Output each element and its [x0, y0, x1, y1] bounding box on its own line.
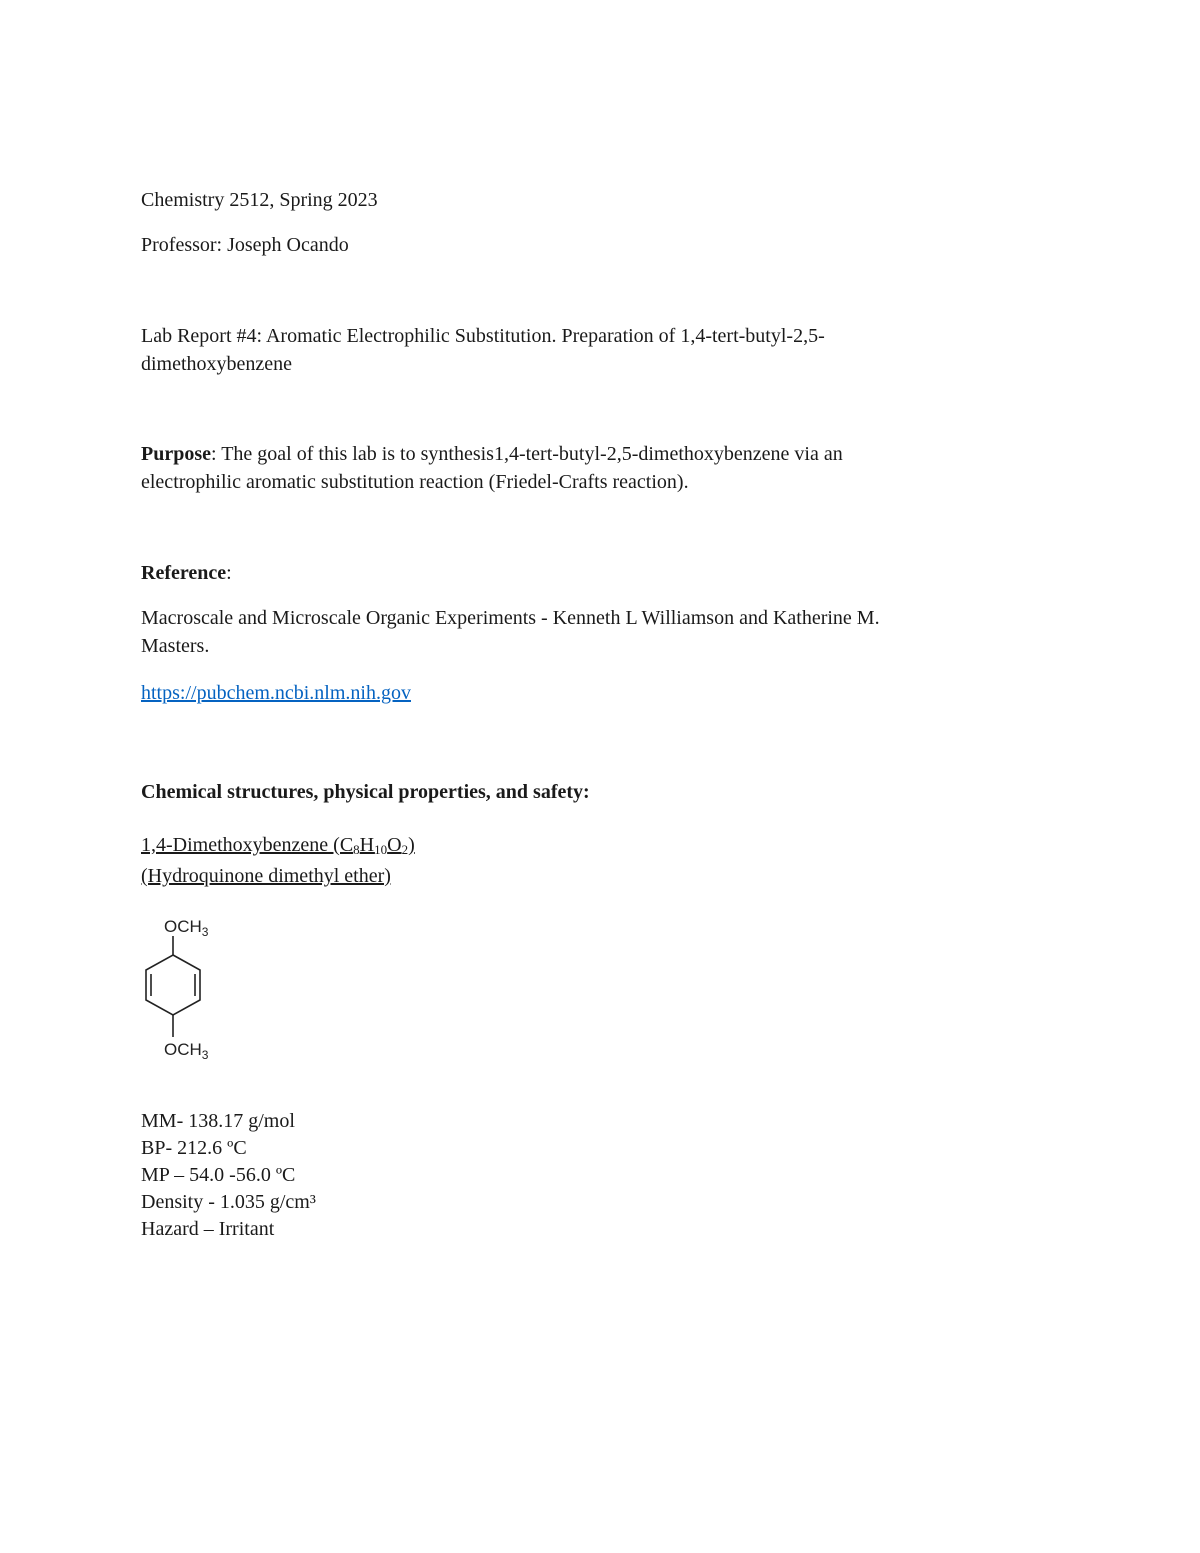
- benzene-ring: [146, 955, 200, 1015]
- property-molar-mass: MM- 138.17 g/mol: [141, 1110, 295, 1132]
- property-list: [141, 1108, 1041, 1243]
- property-boiling-point: BP- 212.6 ºC: [141, 1137, 247, 1159]
- top-och3-label: $OCH_3$: [164, 917, 209, 939]
- purpose-text-line-1: The goal of this lab is to synthesis1,4-tert-butyl-2,5-dimethoxybenzene via an: [216, 443, 843, 465]
- report-title: [141, 322, 1041, 378]
- reference-citation-line-1: Macroscale and Microscale Organic Experiments - Kenneth L Williamson and Katherine M.: [141, 607, 880, 629]
- dimethoxybenzene-structure: [128, 905, 248, 1070]
- pubchem-link[interactable]: https://pubchem.ncbi.nlm.nih.gov: [141, 682, 411, 704]
- course-line: Chemistry 2512, Spring 2023: [141, 189, 378, 211]
- compound-formula-line: 1,4-Dimethoxybenzene $(C_8H_{10}O_2)$: [141, 834, 415, 857]
- compound-alt-name: (Hydroquinone dimethyl ether): [141, 865, 391, 887]
- purpose-sep: :: [211, 443, 217, 465]
- compound-name: [141, 832, 1041, 890]
- bottom-och3-label: $OCH_3$: [164, 1040, 209, 1062]
- reference-citation: [141, 604, 1041, 660]
- purpose-label: Purpose: [141, 443, 211, 465]
- purpose-section: [141, 440, 1041, 496]
- report-title-line-1: Lab Report #4: Aromatic Electrophilic Substitution. Preparation of 1,4-tert-butyl-2,5-: [141, 325, 825, 347]
- professor-line: Professor: Joseph Ocando: [141, 234, 349, 256]
- reference-label: Reference: [141, 562, 227, 584]
- reference-heading: [141, 559, 1041, 587]
- chemicals-heading: Chemical structures, physical properties, and safety:: [141, 781, 590, 803]
- reference-sep: :: [226, 562, 232, 584]
- report-title-line-2: dimethoxybenzene: [141, 353, 293, 375]
- property-melting-point: MP – 54.0 -56.0 ºC: [141, 1164, 296, 1186]
- property-density: Density - 1.035 g/cm³: [141, 1191, 316, 1213]
- property-hazard: Hazard – Irritant: [141, 1218, 275, 1240]
- purpose-text-line-2: electrophilic aromatic substitution reaction (Friedel-Crafts reaction).: [141, 471, 689, 493]
- reference-citation-line-2: Masters.: [141, 635, 210, 657]
- reference-link-row: [141, 679, 1041, 707]
